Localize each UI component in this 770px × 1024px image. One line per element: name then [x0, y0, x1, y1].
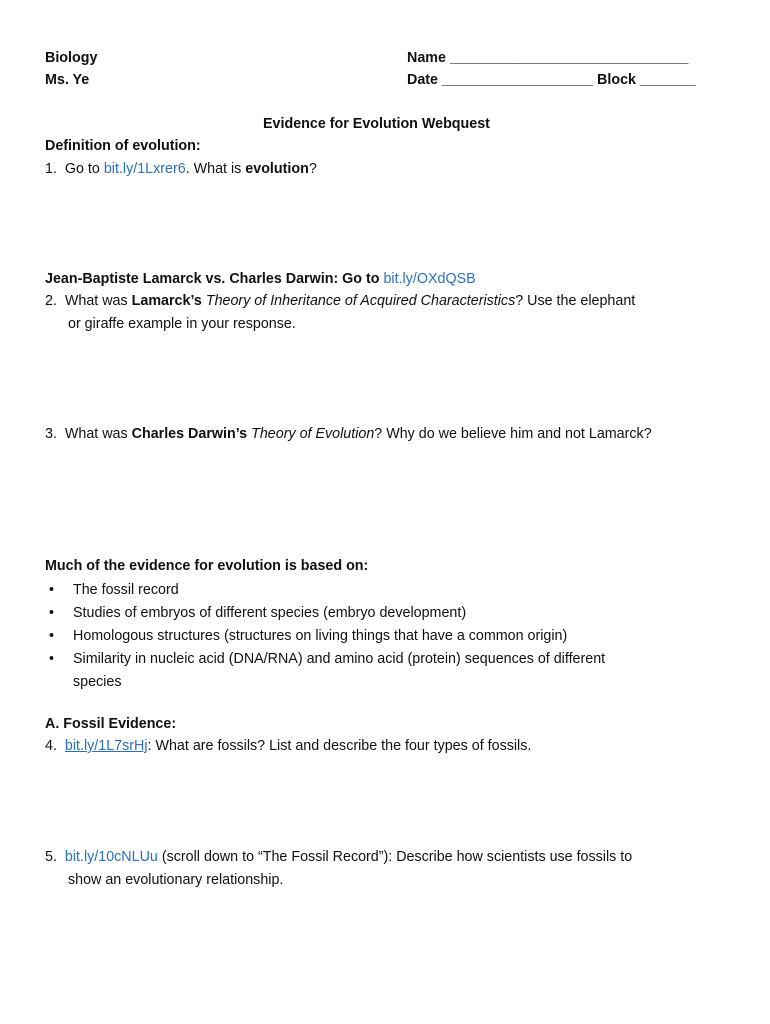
question-1: 1. Go to bit.ly/1Lxrer6. What is evolution? [45, 161, 317, 177]
list-item: • Studies of embryos of different species (embryo development) [45, 602, 745, 625]
list-item: • Homologous structures (structures on living things that have a common origin) [45, 625, 745, 648]
block-label: Block [597, 72, 636, 88]
question-5: 5. bit.ly/10cNLUu (scroll down to “The Fossil Record”): Describe how scientists use fossils to [45, 849, 633, 865]
page-title: Evidence for Evolution Webquest [263, 116, 490, 132]
list-item-continuation: species [73, 674, 122, 690]
list-item: • The fossil record [45, 579, 745, 602]
question-3: 3. What was Charles Darwin’s Theory of Evolution? Why do we believe him and not Lamarck? [45, 426, 652, 442]
evidence-heading: Much of the evidence for evolution is based on: [45, 558, 369, 574]
name-label: Name [407, 50, 446, 66]
list-item: • Similarity in nucleic acid (DNA/RNA) and amino acid (protein) sequences of different [45, 648, 745, 671]
block-blank: _______ [639, 72, 696, 88]
evidence-list [45, 579, 745, 694]
q1-link[interactable]: bit.ly/1Lxrer6 [103, 161, 186, 177]
fossil-heading: A. Fossil Evidence: [45, 716, 177, 732]
definition-heading: Definition of evolution: [45, 138, 201, 154]
subject-label: Biology [45, 50, 98, 66]
date-block-field [407, 71, 696, 89]
question-2-line2: or giraffe example in your response. [68, 316, 296, 332]
question-5-line2: show an evolutionary relationship. [68, 872, 284, 888]
date-blank: ___________________ [441, 72, 594, 88]
q4-link[interactable]: bit.ly/1L7srHj [64, 738, 148, 754]
q5-link[interactable]: bit.ly/10cNLUu [64, 849, 158, 865]
question-4: 4. bit.ly/1L7srHj: What are fossils? List and describe the four types of fossils. [45, 738, 532, 754]
name-blank: ______________________________ [449, 50, 689, 66]
question-2: 2. What was Lamarck’s Theory of Inheritance of Acquired Characteristics? Use the elephant [45, 293, 636, 309]
name-field [407, 49, 688, 67]
date-label: Date [407, 72, 438, 88]
teacher-label: Ms. Ye [45, 72, 90, 88]
lamarck-link[interactable]: bit.ly/OXdQSB [383, 271, 476, 287]
lamarck-darwin-heading: Jean-Baptiste Lamarck vs. Charles Darwin: Go to bit.ly/OXdQSB [45, 271, 476, 287]
